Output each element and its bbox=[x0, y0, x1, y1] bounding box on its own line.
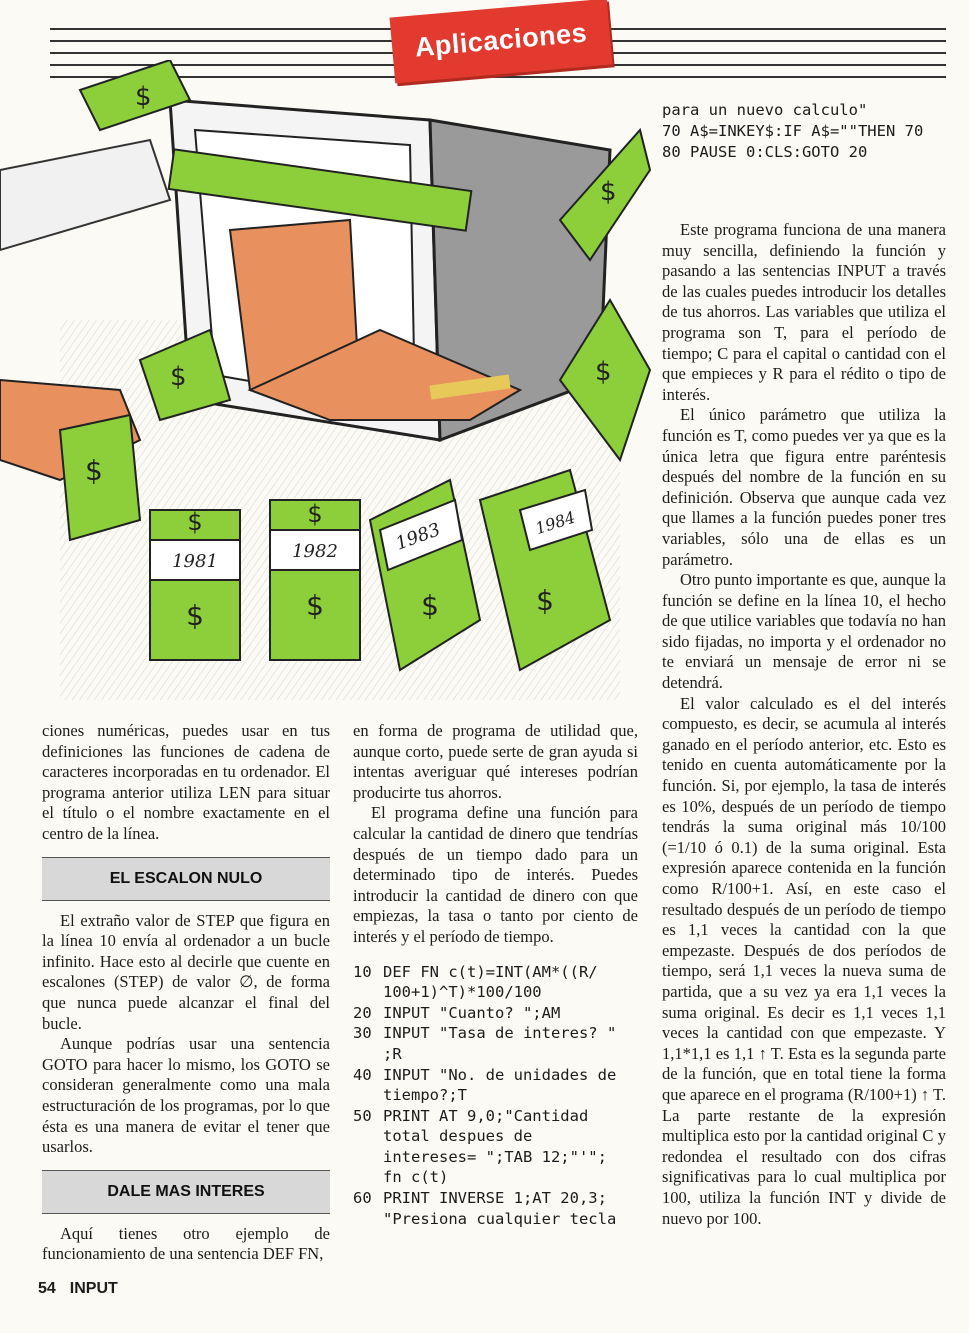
svg-text:$: $ bbox=[85, 454, 103, 487]
page-number: 54 bbox=[38, 1280, 56, 1297]
svg-text:1983: 1983 bbox=[393, 519, 444, 555]
svg-text:$: $ bbox=[306, 589, 324, 622]
svg-text:$: $ bbox=[186, 599, 204, 632]
left-column bbox=[42, 721, 330, 1265]
paragraph: El valor calculado es el del interés compuesto, es decir, se acumula al interés ganado en el período anterior, etc. Esto es tenido en cuenta automáticamente por la función. Si, por ejemplo, la tasa de interés es 10%, después de un período de tiempo tendrás la suma original más 10/100 (=1/10 ó 0.1) de la suma original. Esta expresión aparece contenida en la función como R/100+1. Así, en este caso el resultado después de un período de tiempo es 1,1 veces la cantidad con la que empezaste. Después de dos períodos de tiempo, será 1,1 veces la nueva suma de partida, que a su vez ya era 1,1 veces la suma original. Es decir es 1,1 veces 1,1 veces la cantidad con que empezaste. Y 1,1*1,1 es 1,1 ↑ T. Esta es la segunda parte de la función, que en total tiene la forma que aparece en el programa (R/100+1) ↑ T. La parte restante de la expresión multiplica esto por la cantidad original C y redondea el resultado con dos cifras significativas para lo cual multiplica por 100, utiliza la función INT y divide de nuevo por 100. bbox=[662, 693, 946, 1228]
program-listing bbox=[353, 962, 638, 1230]
middle-column bbox=[353, 721, 638, 1229]
code-line: 10 DEF FN c(t)=INT(AM*((R/ 100+1)^T)*100/100 bbox=[353, 962, 598, 1002]
code-listing-continuation: para un nuevo calculo" 70 A$=INKEY$:IF A$=""THEN 70 80 PAUSE 0:CLS:GOTO 20 bbox=[662, 101, 924, 161]
paragraph: Otro punto importante es que, aunque la función se define en la línea 10, el hecho de que utilice variables que todavía no han sido fijadas, no importa y el ordenador no te enviará un mensaje de error ni se detendrá. bbox=[662, 570, 946, 693]
right-column bbox=[662, 220, 946, 1229]
section-heading-escalon-nulo: EL ESCALON NULO bbox=[42, 857, 330, 901]
paragraph: El único parámetro que utiliza la función es T, como puedes ver ya que es la única letra que figura entre paréntesis después del nombre de la función en su definición. Observa que aunque cada vez que llames a la función puedes poner tres variables, sólo una de ellas es un parámetro. bbox=[662, 405, 946, 569]
svg-text:$: $ bbox=[187, 508, 203, 536]
money-stack-icon bbox=[60, 415, 140, 540]
svg-text:$: $ bbox=[536, 584, 554, 617]
money-box-1981 bbox=[150, 508, 240, 660]
code-line: 40 INPUT "No. de unidades de tiempo?;T bbox=[353, 1065, 617, 1105]
paragraph: en forma de programa de utilidad que, aunque corto, puede serte de gran ayuda si intentas averiguar qué intereses podrían producirte tus ahorros. bbox=[353, 721, 638, 802]
code-line: 20 INPUT "Cuanto? ";AM bbox=[353, 1003, 561, 1022]
svg-text:1981: 1981 bbox=[172, 551, 218, 572]
magazine-name: INPUT bbox=[69, 1280, 118, 1297]
svg-text:$: $ bbox=[135, 82, 152, 112]
paragraph: Aunque podrías usar una sentencia GOTO para hacer lo mismo, los GOTO se consideran generalmente como una mala estructuración de los programas, por lo que ésta es una manera de evitar el tener que usarlos. bbox=[42, 1034, 330, 1157]
code-line: 50 PRINT AT 9,0;"Cantidad total despues de intereses= ";TAB 12;"'"; fn c(t) bbox=[353, 1106, 607, 1187]
svg-text:1982: 1982 bbox=[292, 541, 338, 562]
svg-text:$: $ bbox=[600, 177, 617, 207]
paragraph: El programa define una función para calcular la cantidad de dinero que tendrías después de un tiempo dado para un determinado tipo de interés. Puedes introducir la cantidad de dinero con que empiezas, la tasa o tanto por ciento de interés y el período de tiempo. bbox=[353, 803, 638, 946]
svg-text:$: $ bbox=[595, 357, 612, 387]
code-line: 60 PRINT INVERSE 1;AT 20,3; "Presiona cualquier tecla bbox=[353, 1189, 617, 1228]
money-illustration bbox=[0, 60, 655, 720]
page-footer bbox=[38, 1280, 132, 1298]
section-tag: Aplicaciones bbox=[390, 0, 613, 83]
paragraph: El extraño valor de STEP que figura en la línea 10 envía al ordenador a un bucle infinito. Hace esto al decirle que cuente en escalones (STEP) de valor ∅, de forma que nunca puede alcanzar el final del bucle. bbox=[42, 910, 330, 1033]
code-line: 30 INPUT "Tasa de interes? " ;R bbox=[353, 1024, 617, 1063]
svg-text:1984: 1984 bbox=[533, 507, 578, 539]
money-box-1982 bbox=[270, 500, 360, 660]
paragraph: ciones numéricas, puedes usar en tus definiciones las funciones de cadena de caracteres incorporadas en tu ordenador. El programa anterior utiliza LEN para situar el título o el nombre exactamente en el centro de la línea. bbox=[42, 721, 330, 843]
paragraph: Este programa funciona de una manera muy sencilla, definiendo la función y pasando a las sentencias INPUT a través de las cuales puedes introducir los detalles de tus ahorros. Las variables que utiliza el programa son T, para el período de tiempo; C para el capital o cantidad con el que empieces y R para el rédito o tipo de interés. bbox=[662, 220, 946, 404]
svg-text:$: $ bbox=[307, 500, 323, 528]
paragraph: Aquí tienes otro ejemplo de funcionamiento de una sentencia DEF FN, bbox=[42, 1223, 330, 1264]
svg-text:$: $ bbox=[170, 362, 187, 392]
section-heading-dale-mas-interes: DALE MAS INTERES bbox=[42, 1170, 330, 1214]
svg-text:$: $ bbox=[421, 589, 439, 622]
